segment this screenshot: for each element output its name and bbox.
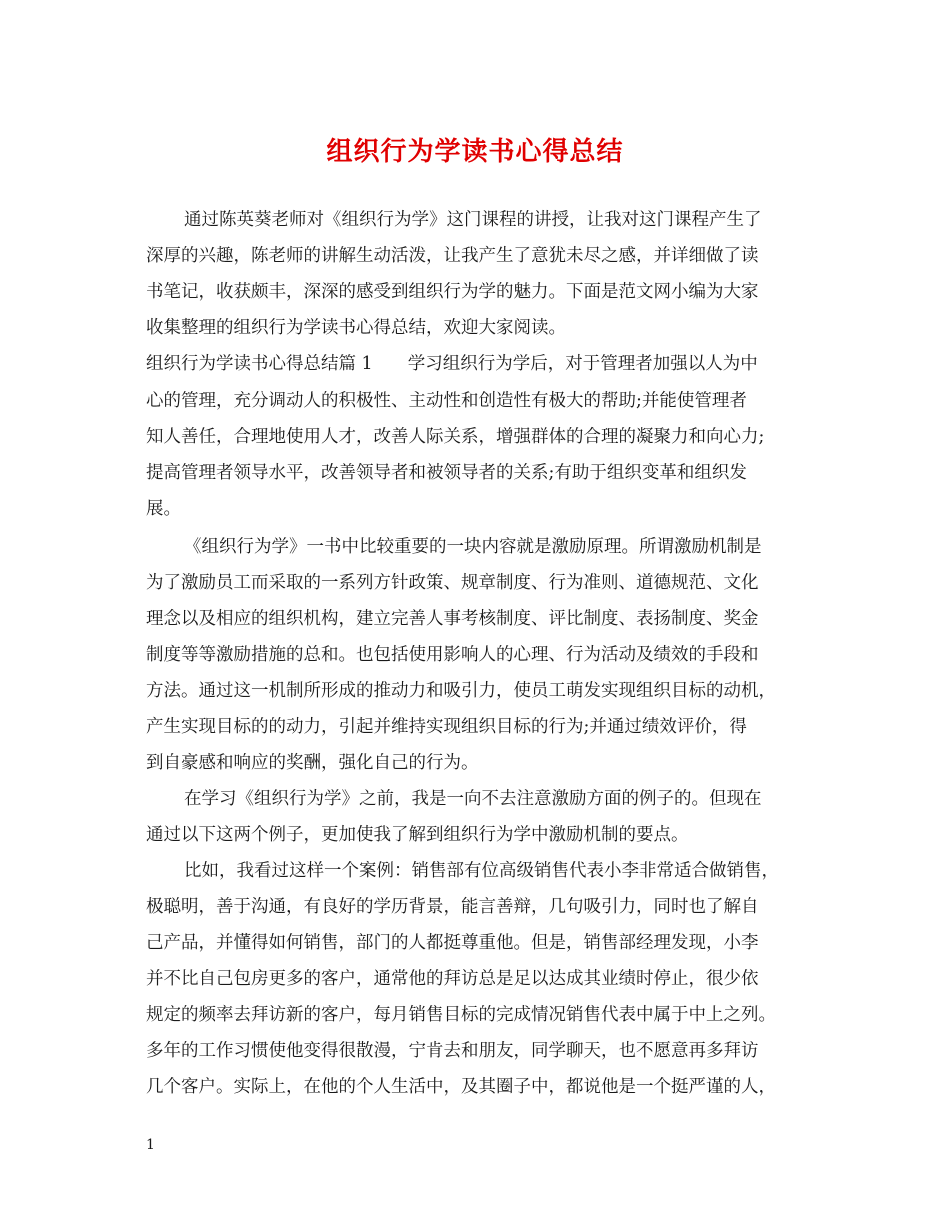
paragraph-line: 并不比自己包房更多的客户，通常他的拜访总是足以达成其业绩时停止，很少依 — [146, 969, 759, 989]
paragraph-line: 比如，我看过这样一个案例：销售部有位高级销售代表小李非常适合做销售， — [184, 861, 779, 881]
paragraph-line: 制度等等激励措施的总和。也包括使用影响人的心理、行为活动及绩效的手段和 — [146, 645, 759, 665]
page-number: 1 — [146, 1137, 155, 1153]
paragraph-line: 心的管理，充分调动人的积极性、主动性和创造性有极大的帮助;并能使管理者 — [146, 391, 747, 411]
paragraph-line: 《组织行为学》一书中比较重要的一块内容就是激励原理。所谓激励机制是 — [184, 537, 762, 557]
paragraph-line: 方法。通过这一机制所形成的推动力和吸引力，使员工萌发实现组织目标的动机， — [146, 681, 776, 701]
paragraph-line: 提高管理者领导水平，改善领导者和被领导者的关系;有助于组织变革和组织发 — [146, 463, 747, 483]
paragraph-line: 通过以下这两个例子，更加使我了解到组织行为学中激励机制的要点。 — [146, 825, 689, 845]
paragraph-line: 深厚的兴趣，陈老师的讲解生动活泼，让我产生了意犹未尽之感，并详细做了读 — [146, 246, 759, 266]
paragraph-line: 规定的频率去拜访新的客户，每月销售目标的完成情况销售代表中属于中上之列。 — [146, 1005, 776, 1025]
paragraph-line: 展。 — [146, 499, 181, 519]
paragraph-line: 在学习《组织行为学》之前，我是一向不去注意激励方面的例子的。但现在 — [184, 789, 762, 809]
paragraph-line: 组织行为学读书心得总结篇 1 学习组织行为学后，对于管理者加强以人为中 — [146, 354, 758, 374]
paragraph-line: 为了激励员工而采取的一系列方针政策、规章制度、行为准则、道德规范、文化 — [146, 573, 759, 593]
paragraph-line: 产生实现目标的的动力，引起并维持实现组织目标的行为;并通过绩效评价，得 — [146, 717, 747, 737]
paragraph-line: 到自豪感和响应的奖酬，强化自己的行为。 — [146, 753, 479, 773]
paragraph-line: 书笔记，收获颇丰，深深的感受到组织行为学的魅力。下面是范文网小编为大家 — [146, 282, 759, 302]
paragraph-line: 理念以及相应的组织机构，建立完善人事考核制度、评比制度、表扬制度、奖金 — [146, 609, 759, 629]
paragraph-line: 知人善任，合理地使用人才，改善人际关系，增强群体的合理的凝聚力和向心力; — [146, 427, 765, 447]
paragraph-line: 己产品，并懂得如何销售，部门的人都挺尊重他。但是，销售部经理发现，小李 — [146, 933, 759, 953]
paragraph-line: 收集整理的组织行为学读书心得总结，欢迎大家阅读。 — [146, 318, 566, 338]
paragraph-line: 通过陈英葵老师对《组织行为学》这门课程的讲授，让我对这门课程产生了 — [184, 210, 762, 230]
paragraph-line: 多年的工作习惯使他变得很散漫，宁肯去和朋友，同学聊天，也不愿意再多拜访 — [146, 1041, 759, 1061]
paragraph-line: 极聪明，善于沟通，有良好的学历背景，能言善辩，几句吸引力，同时也了解自 — [146, 897, 759, 917]
document-title: 组织行为学读书心得总结 — [326, 137, 624, 167]
paragraph-line: 几个客户。实际上，在他的个人生活中，及其圈子中，都说他是一个挺严谨的人， — [146, 1077, 776, 1097]
